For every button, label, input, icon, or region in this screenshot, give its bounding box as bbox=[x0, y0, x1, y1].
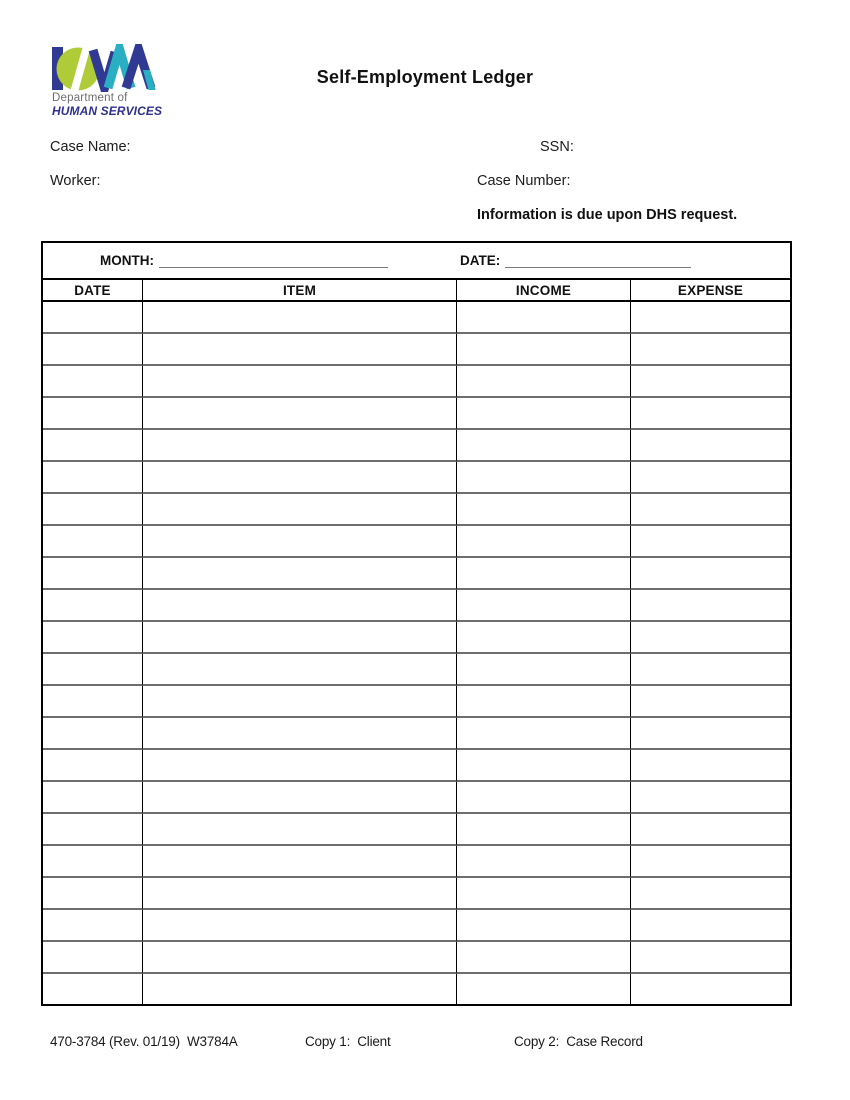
ledger-cell-item[interactable] bbox=[142, 622, 456, 654]
ledger-cell-item[interactable] bbox=[142, 494, 456, 526]
ledger-cell-income[interactable] bbox=[456, 494, 630, 526]
ledger-row bbox=[43, 334, 790, 366]
ledger-cell-item[interactable] bbox=[142, 974, 456, 1004]
ledger-row bbox=[43, 814, 790, 846]
ledger-cell-income[interactable] bbox=[456, 878, 630, 910]
logo-department-of-text: Department of bbox=[52, 92, 128, 104]
ledger-cell-income[interactable] bbox=[456, 334, 630, 366]
ledger-cell-income[interactable] bbox=[456, 942, 630, 974]
ledger-cell-income[interactable] bbox=[456, 398, 630, 430]
ledger-cell-date[interactable] bbox=[43, 878, 142, 910]
ledger-row bbox=[43, 878, 790, 910]
ledger-cell-item[interactable] bbox=[142, 430, 456, 462]
ledger-row bbox=[43, 366, 790, 398]
ledger-row bbox=[43, 494, 790, 526]
ledger-row bbox=[43, 974, 790, 1004]
ledger-cell-item[interactable] bbox=[142, 846, 456, 878]
ledger-cell-date[interactable] bbox=[43, 750, 142, 782]
ledger-cell-date[interactable] bbox=[43, 846, 142, 878]
ledger-cell-income[interactable] bbox=[456, 302, 630, 334]
ledger-cell-item[interactable] bbox=[142, 590, 456, 622]
form-number-text: 470-3784 (Rev. 01/19) W3784A bbox=[50, 1034, 238, 1049]
ledger-cell-expense[interactable] bbox=[630, 750, 790, 782]
ledger-row bbox=[43, 558, 790, 590]
ledger-cell-item[interactable] bbox=[142, 462, 456, 494]
date-input-line[interactable] bbox=[505, 253, 691, 268]
ledger-cell-income[interactable] bbox=[456, 366, 630, 398]
ledger-table bbox=[41, 241, 792, 1006]
ledger-cell-income[interactable] bbox=[456, 430, 630, 462]
ledger-cell-expense[interactable] bbox=[630, 302, 790, 334]
ledger-cell-expense[interactable] bbox=[630, 366, 790, 398]
ledger-cell-date[interactable] bbox=[43, 398, 142, 430]
ledger-cell-item[interactable] bbox=[142, 686, 456, 718]
ledger-cell-expense[interactable] bbox=[630, 942, 790, 974]
ledger-cell-date[interactable] bbox=[43, 590, 142, 622]
ledger-cell-expense[interactable] bbox=[630, 334, 790, 366]
ledger-row bbox=[43, 782, 790, 814]
ledger-row bbox=[43, 590, 790, 622]
ledger-cell-item[interactable] bbox=[142, 366, 456, 398]
ledger-cell-item[interactable] bbox=[142, 302, 456, 334]
ledger-row bbox=[43, 622, 790, 654]
column-header-income: INCOME bbox=[456, 280, 630, 302]
column-header-item: ITEM bbox=[142, 280, 456, 302]
ledger-cell-expense[interactable] bbox=[630, 558, 790, 590]
ledger-cell-expense[interactable] bbox=[630, 430, 790, 462]
ledger-cell-income[interactable] bbox=[456, 558, 630, 590]
ledger-row bbox=[43, 910, 790, 942]
ledger-cell-expense[interactable] bbox=[630, 590, 790, 622]
ledger-cell-item[interactable] bbox=[142, 718, 456, 750]
ledger-cell-date[interactable] bbox=[43, 302, 142, 334]
ledger-cell-date[interactable] bbox=[43, 974, 142, 1004]
worker-label: Worker: bbox=[50, 173, 101, 189]
ledger-row bbox=[43, 718, 790, 750]
ledger-cell-expense[interactable] bbox=[630, 686, 790, 718]
ledger-cell-date[interactable] bbox=[43, 654, 142, 686]
ledger-cell-expense[interactable] bbox=[630, 878, 790, 910]
ledger-cell-income[interactable] bbox=[456, 622, 630, 654]
ledger-cell-income[interactable] bbox=[456, 462, 630, 494]
ledger-header-row bbox=[43, 280, 790, 302]
ledger-row bbox=[43, 750, 790, 782]
ledger-cell-income[interactable] bbox=[456, 846, 630, 878]
ledger-cell-income[interactable] bbox=[456, 526, 630, 558]
ledger-cell-date[interactable] bbox=[43, 622, 142, 654]
copy1-client-text: Copy 1: Client bbox=[305, 1034, 391, 1049]
ledger-cell-income[interactable] bbox=[456, 590, 630, 622]
column-header-expense: EXPENSE bbox=[630, 280, 790, 302]
ledger-cell-date[interactable] bbox=[43, 782, 142, 814]
ledger-cell-date[interactable] bbox=[43, 686, 142, 718]
ledger-cell-date[interactable] bbox=[43, 718, 142, 750]
ledger-row bbox=[43, 846, 790, 878]
ledger-row bbox=[43, 462, 790, 494]
ledger-cell-income[interactable] bbox=[456, 782, 630, 814]
ledger-cell-income[interactable] bbox=[456, 974, 630, 1004]
ledger-cell-item[interactable] bbox=[142, 558, 456, 590]
ledger-cell-income[interactable] bbox=[456, 910, 630, 942]
ledger-cell-income[interactable] bbox=[456, 718, 630, 750]
ledger-cell-expense[interactable] bbox=[630, 814, 790, 846]
ledger-row bbox=[43, 942, 790, 974]
ledger-cell-expense[interactable] bbox=[630, 622, 790, 654]
ledger-cell-date[interactable] bbox=[43, 558, 142, 590]
ledger-cell-expense[interactable] bbox=[630, 462, 790, 494]
ledger-cell-item[interactable] bbox=[142, 398, 456, 430]
ledger-cell-date[interactable] bbox=[43, 942, 142, 974]
page-title: Self-Employment Ledger bbox=[316, 67, 534, 87]
ledger-cell-expense[interactable] bbox=[630, 910, 790, 942]
ledger-cell-expense[interactable] bbox=[630, 526, 790, 558]
ledger-row bbox=[43, 302, 790, 334]
ledger-cell-date[interactable] bbox=[43, 334, 142, 366]
ledger-cell-item[interactable] bbox=[142, 526, 456, 558]
ledger-cell-expense[interactable] bbox=[630, 718, 790, 750]
ledger-cell-item[interactable] bbox=[142, 654, 456, 686]
ledger-cell-date[interactable] bbox=[43, 910, 142, 942]
ledger-cell-item[interactable] bbox=[142, 814, 456, 846]
date-label: DATE: bbox=[460, 253, 501, 268]
month-input-line[interactable] bbox=[159, 253, 388, 268]
ledger-cell-item[interactable] bbox=[142, 942, 456, 974]
case-number-label: Case Number: bbox=[477, 173, 571, 189]
ledger-cell-item[interactable] bbox=[142, 750, 456, 782]
ledger-row bbox=[43, 430, 790, 462]
ledger-row bbox=[43, 526, 790, 558]
ledger-row bbox=[43, 398, 790, 430]
column-header-date: DATE bbox=[43, 280, 142, 302]
ledger-cell-income[interactable] bbox=[456, 814, 630, 846]
ledger-cell-item[interactable] bbox=[142, 878, 456, 910]
ledger-cell-date[interactable] bbox=[43, 494, 142, 526]
dhs-request-notice: Information is due upon DHS request. bbox=[477, 207, 738, 223]
ledger-cell-expense[interactable] bbox=[630, 654, 790, 686]
ledger-cell-income[interactable] bbox=[456, 686, 630, 718]
ledger-cell-date[interactable] bbox=[43, 526, 142, 558]
ledger-cell-income[interactable] bbox=[456, 750, 630, 782]
copy2-case-record-text: Copy 2: Case Record bbox=[514, 1034, 643, 1049]
ledger-cell-item[interactable] bbox=[142, 910, 456, 942]
ledger-cell-income[interactable] bbox=[456, 654, 630, 686]
ledger-row bbox=[43, 686, 790, 718]
ledger-cell-expense[interactable] bbox=[630, 494, 790, 526]
ledger-cell-expense[interactable] bbox=[630, 398, 790, 430]
ledger-cell-expense[interactable] bbox=[630, 846, 790, 878]
ledger-cell-date[interactable] bbox=[43, 462, 142, 494]
ssn-label: SSN: bbox=[540, 139, 574, 155]
case-name-label: Case Name: bbox=[50, 139, 131, 155]
ledger-grid bbox=[43, 280, 790, 1004]
ledger-cell-expense[interactable] bbox=[630, 974, 790, 1004]
month-label: MONTH: bbox=[100, 253, 154, 268]
ledger-cell-date[interactable] bbox=[43, 366, 142, 398]
ledger-cell-date[interactable] bbox=[43, 430, 142, 462]
ledger-month-date-row bbox=[43, 243, 790, 280]
ledger-cell-item[interactable] bbox=[142, 334, 456, 366]
ledger-cell-date[interactable] bbox=[43, 814, 142, 846]
ledger-cell-item[interactable] bbox=[142, 782, 456, 814]
logo-human-services-text: HUMAN SERVICES bbox=[52, 104, 163, 118]
ledger-cell-expense[interactable] bbox=[630, 782, 790, 814]
ledger-row bbox=[43, 654, 790, 686]
